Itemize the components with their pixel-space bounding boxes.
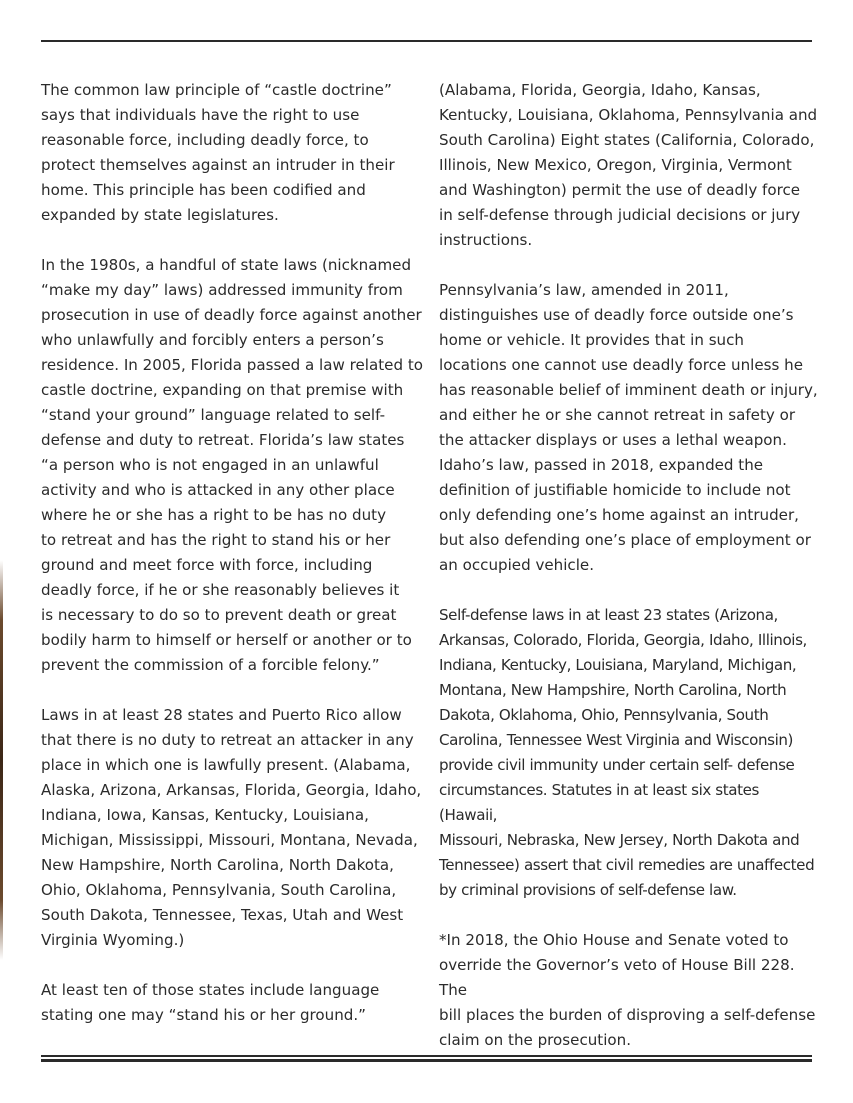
page-edge-shadow <box>0 560 3 960</box>
paragraph-ohio-footnote: *In 2018, the Ohio House and Senate voted to override the Governor’s veto of House Bill 228. The bill places the burden of disproving a self-defense claim on the prosecution. <box>439 931 816 1049</box>
top-rule <box>41 40 812 42</box>
paragraph-no-duty-to-retreat: Laws in at least 28 states and Puerto Rico allow that there is no duty to retreat an attacker in any place in which one is lawfully present. (Alabama, Alaska, Arizona, Arkansas, Florida, Georgia, Idaho, Indiana, Iowa, Kansas, Kentucky, Louisiana, Michigan, Mississippi, Missouri, Montana, Nevada, New Hampshire, North Carolina, North Dakota, Ohio, Oklahoma, Pennsylvania, South Carolina, South Dakota, Tennessee, Texas, Utah and West Virginia Wyoming.) <box>41 706 422 949</box>
bottom-rule-thick <box>41 1059 812 1062</box>
paragraph-pennsylvania-idaho-law: Pennsylvania’s law, amended in 2011, distinguishes use of deadly force outside one’s home or vehicle. It provides that in such locations one cannot use deadly force unless he has reasonable belief of imminent death or injury, and either he or she cannot retreat in safety or the attacker displays or uses a lethal weapon. Idaho’s law, passed in 2018, expanded the definition of justifiable homicide to include not only defending one’s home against an intruder, but also defending one’s place of employment or an occupied vehicle. <box>439 281 818 574</box>
bottom-rule-thin <box>41 1055 812 1057</box>
paragraph-state-list-continued: (Alabama, Florida, Georgia, Idaho, Kansas, Kentucky, Louisiana, Oklahoma, Pennsylvania and South Carolina) Eight states (California, Colorado, Illinois, New Mexico, Oregon, Virginia, Vermont and Washington) permit the use of deadly force in self-defense through judicial decisions or jury instructions. <box>439 81 818 249</box>
paragraph-castle-doctrine: The common law principle of “castle doctrine” says that individuals have the right to use reasonable force, including deadly force, to protect themselves against an intruder in their home. This principle has been codified and expanded by state legislatures. <box>41 81 395 224</box>
left-column <box>41 78 424 1053</box>
right-column <box>439 78 819 1078</box>
paragraph-stand-your-ground-language: At least ten of those states include language stating one may “stand his or her ground.” <box>41 981 380 1024</box>
paragraph-make-my-day-laws: In the 1980s, a handful of state laws (nicknamed “make my day” laws) addressed immunity from prosecution in use of deadly force against another who unlawfully and forcibly enters a person’s residence. In 2005, Florida passed a law related to castle doctrine, expanding on that premise with “stand your ground” language related to self- defense and duty to retreat. Florida’s law states “a person who is not engaged in an unlawful activity and who is attacked in any other place where he or she has a right to be has no duty to retreat and has the right to stand his or her ground and meet force with force, including deadly force, if he or she reasonably believes it is necessary to do so to prevent death or great bodily harm to himself or herself or another or to prevent the commission of a forcible felony.” <box>41 256 423 674</box>
paragraph-civil-immunity: Self-defense laws in at least 23 states (Arizona, Arkansas, Colorado, Florida, Georgia, Idaho, Illinois, Indiana, Kentucky, Louisiana, Maryland, Michigan, Montana, New Hampshire, North Carolina, North Dakota, Oklahoma, Ohio, Pennsylvania, South Carolina, Tennessee West Virginia and Wisconsin) provide civil immunity under certain self- defense circumstances. Statutes in at least six states (Hawaii, Missouri, Nebraska, New Jersey, North Dakota and Tennessee) assert that civil remedies are unaffected by criminal provisions of self-defense law. <box>439 606 815 899</box>
